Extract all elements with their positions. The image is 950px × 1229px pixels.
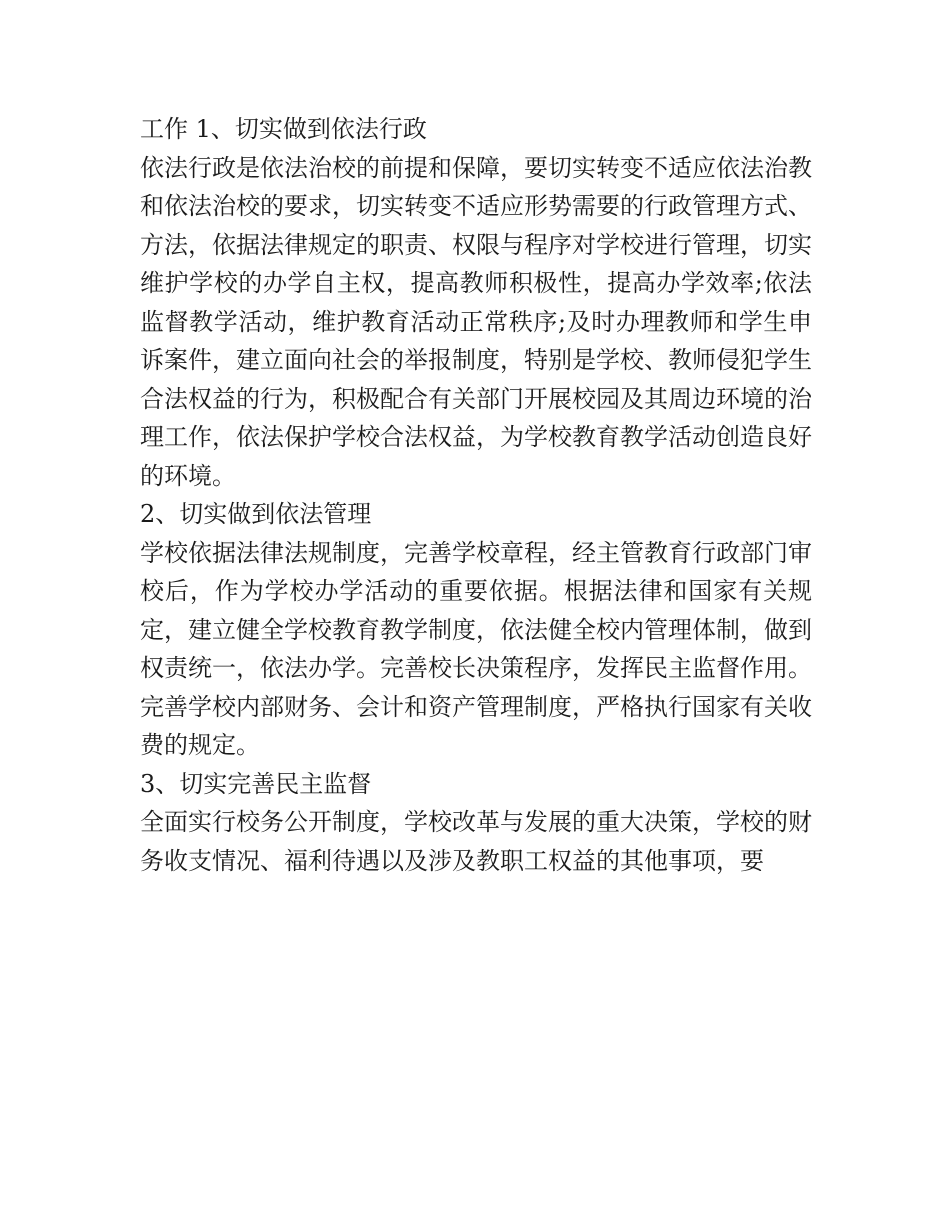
section-1-paragraph: 依法行政是依法治校的前提和保障，要切实转变不适应依法治教和依法治校的要求，切实转变不适应形势需要的行政管理方式、方法，依据法律规定的职责、权限与程序对学校进行管理，切实维护学校的办学自主权，提高教师积极性，提高办学效率;依法监督教学活动，维护教育活动正常秩序;及时办理教师和学生申诉案件，建立面向社会的举报制度，特别是学校、教师侵犯学生合法权益的行为，积极配合有关部门开展校园及其周边环境的治理工作，依法保护学校合法权益，为学校教育教学活动创造良好的环境。 <box>140 153 812 490</box>
section-1-heading: 工作 1、切实做到依法行政 <box>140 115 427 143</box>
section-3-heading: 3、切实完善民主监督 <box>140 769 372 798</box>
section-3-paragraph: 全面实行校务公开制度，学校改革与发展的重大决策，学校的财务收支情况、福利待遇以及涉及教职工权益的其他事项，要 <box>140 808 812 875</box>
section-2-paragraph: 学校依据法律法规制度，完善学校章程，经主管教育行政部门审校后，作为学校办学活动的重要依据。根据法律和国家有关规定，建立健全学校教育教学制度，依法健全校内管理体制，做到权责统一，依法办学。完善校长决策程序，发挥民主监督作用。完善学校内部财务、会计和资产管理制度，严格执行国家有关收费的规定。 <box>140 538 812 759</box>
document-body <box>140 110 812 880</box>
section-2-heading: 2、切实做到依法管理 <box>140 500 372 528</box>
